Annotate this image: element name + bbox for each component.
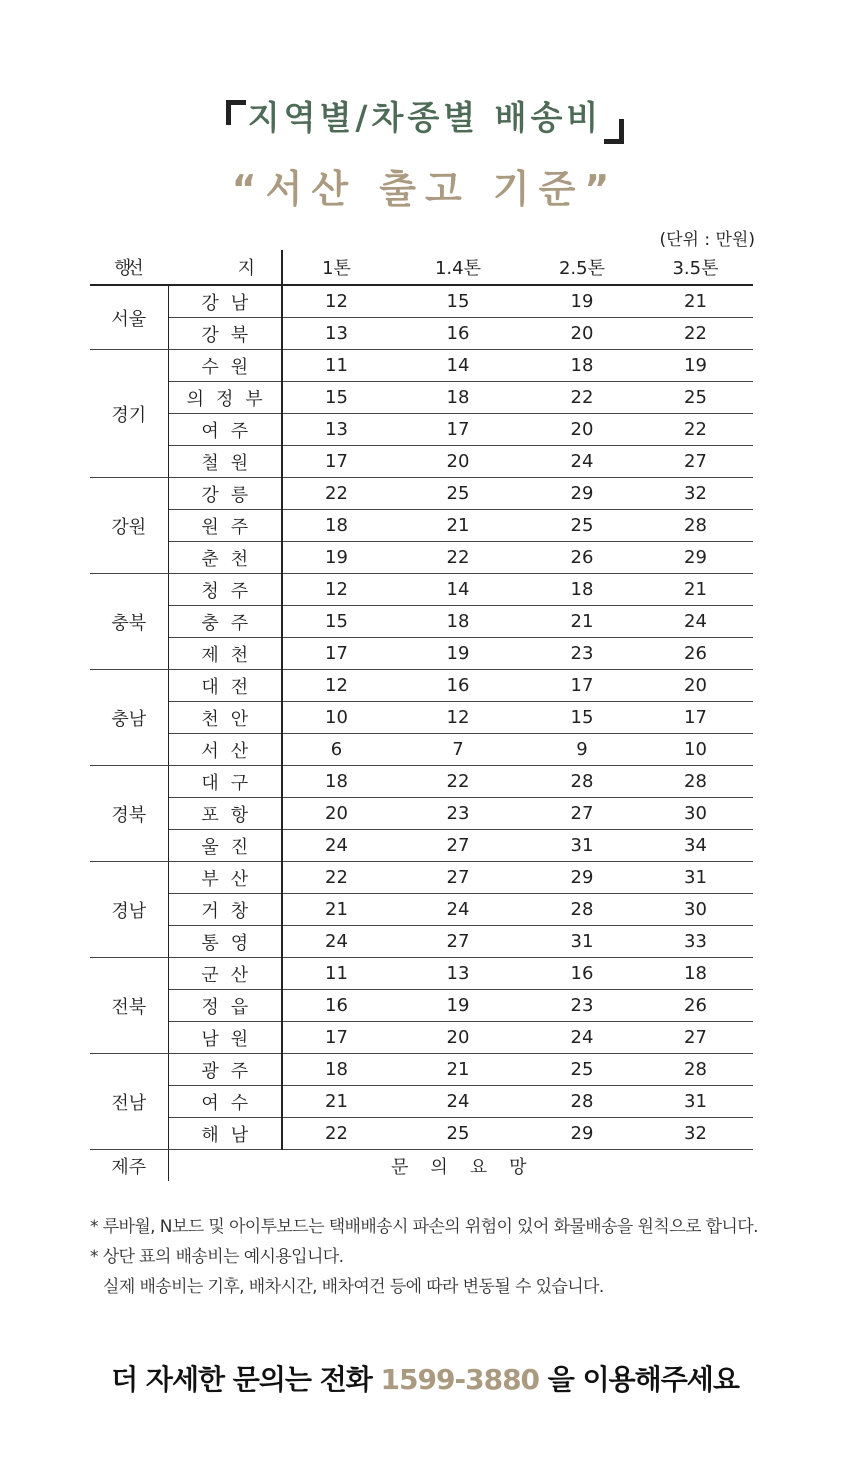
fee-cell: 23 [526,990,638,1022]
page-title [226,92,624,144]
fee-cell: 21 [390,1054,526,1086]
fee-cell: 30 [638,894,753,926]
fee-cell: 31 [638,862,753,894]
fee-cell: 24 [526,446,638,478]
fee-cell: 17 [282,638,390,670]
fee-cell: 28 [638,1054,753,1086]
fee-cell: 28 [526,1086,638,1118]
fee-cell: 29 [526,862,638,894]
fee-cell: 20 [526,414,638,446]
city-cell: 통영 [168,926,282,958]
city-cell: 여수 [168,1086,282,1118]
city-cell: 정읍 [168,990,282,1022]
fee-cell: 31 [526,926,638,958]
fee-cell: 12 [390,702,526,734]
fee-cell: 27 [390,862,526,894]
region-cell: 제주 [90,1150,168,1182]
fee-cell: 25 [526,510,638,542]
fee-cell: 20 [282,798,390,830]
unit-label: (단위 : 만원) [659,230,755,250]
fee-cell: 20 [526,318,638,350]
fee-cell: 21 [526,606,638,638]
city-cell: 울진 [168,830,282,862]
fee-cell: 16 [282,990,390,1022]
fee-cell: 23 [526,638,638,670]
subtitle-area [0,158,850,213]
city-cell: 남원 [168,1022,282,1054]
table-row [90,638,753,670]
fee-cell: 26 [638,990,753,1022]
city-cell: 군산 [168,958,282,990]
region-cell: 경북 [90,766,168,862]
fee-cell: 24 [390,1086,526,1118]
city-cell: 강남 [168,285,282,318]
fee-cell: 25 [390,478,526,510]
fee-cell: 31 [526,830,638,862]
city-cell: 충주 [168,606,282,638]
fee-cell: 33 [638,926,753,958]
fee-cell: 15 [282,606,390,638]
fee-cell: 26 [526,542,638,574]
fee-cell: 17 [390,414,526,446]
fee-cell: 19 [282,542,390,574]
note-line: 실제 배송비는 기후, 배차시간, 배차여건 등에 따라 변동될 수 있습니다. [103,1277,604,1297]
header-col-1-4t: 1.4톤 [390,250,526,285]
fee-cell: 11 [282,350,390,382]
fee-cell: 20 [390,446,526,478]
fee-cell: 7 [390,734,526,766]
contact-prefix: 더 자세한 문의는 전화 [111,1363,381,1396]
table-row [90,926,753,958]
fee-cell: 27 [390,830,526,862]
table-row [90,766,753,798]
fee-cell: 19 [390,638,526,670]
table-row [90,798,753,830]
table-header-row [90,250,753,285]
table-row [90,1022,753,1054]
fee-cell: 21 [282,1086,390,1118]
table-row [90,702,753,734]
fee-cell: 28 [526,766,638,798]
fee-cell: 31 [638,1086,753,1118]
city-cell: 거창 [168,894,282,926]
notes [90,1212,758,1302]
table-body [90,285,753,1181]
table-row [90,862,753,894]
fee-cell: 34 [638,830,753,862]
fee-cell: 14 [390,574,526,606]
fee-cell: 16 [526,958,638,990]
contact-line [0,1358,850,1398]
fee-cell: 12 [282,670,390,702]
city-cell: 강북 [168,318,282,350]
fee-cell: 18 [390,606,526,638]
fee-cell: 10 [282,702,390,734]
city-cell: 천안 [168,702,282,734]
fee-cell: 16 [390,318,526,350]
title-area [0,92,850,144]
fee-cell: 27 [526,798,638,830]
table-row [90,830,753,862]
fee-cell: 22 [282,1118,390,1150]
city-cell: 대전 [168,670,282,702]
fee-cell: 21 [282,894,390,926]
header-col-1t: 1톤 [282,250,390,285]
city-cell: 청주 [168,574,282,606]
fee-cell: 17 [282,1022,390,1054]
city-cell: 철원 [168,446,282,478]
fee-cell: 25 [526,1054,638,1086]
fee-cell: 15 [390,285,526,318]
fee-cell: 26 [638,638,753,670]
fee-cell: 29 [526,1118,638,1150]
region-cell: 강원 [90,478,168,574]
contact-phone[interactable]: 1599-3880 [380,1363,540,1396]
region-cell: 경기 [90,350,168,478]
city-cell: 대구 [168,766,282,798]
region-cell: 서울 [90,285,168,350]
table-row [90,606,753,638]
table-row [90,574,753,606]
table-row [90,478,753,510]
fee-cell: 18 [282,1054,390,1086]
table-row [90,958,753,990]
fee-cell: 28 [526,894,638,926]
fee-cell: 22 [390,542,526,574]
fee-cell: 19 [526,285,638,318]
city-cell: 춘천 [168,542,282,574]
fee-cell: 28 [638,510,753,542]
header-col-3-5t: 3.5톤 [638,250,753,285]
note-line: * 루바월, N보드 및 아이투보드는 택배배송시 파손의 위험이 있어 화물배송을 원칙으로 합니다. [90,1217,758,1237]
region-cell: 경남 [90,862,168,958]
fee-cell: 18 [282,510,390,542]
fee-cell: 12 [282,285,390,318]
fee-cell: 10 [638,734,753,766]
fee-cell: 18 [282,766,390,798]
table-row [90,510,753,542]
table-row [90,894,753,926]
fee-cell: 22 [638,414,753,446]
fee-cell: 24 [390,894,526,926]
table-row [90,1054,753,1086]
table-row [90,542,753,574]
fee-cell: 25 [638,382,753,414]
fee-cell: 18 [390,382,526,414]
fee-cell: 32 [638,1118,753,1150]
fee-cell: 22 [526,382,638,414]
city-cell: 강릉 [168,478,282,510]
bracket-close-icon [604,119,624,144]
region-cell: 충북 [90,574,168,670]
fee-cell: 23 [390,798,526,830]
city-cell: 포항 [168,798,282,830]
fee-cell: 24 [282,926,390,958]
fee-cell: 18 [526,574,638,606]
fee-cell: 12 [282,574,390,606]
header-col-2-5t: 2.5톤 [526,250,638,285]
note-line: * 상단 표의 배송비는 예시용입니다. [90,1247,344,1267]
city-cell: 서산 [168,734,282,766]
fee-cell: 27 [390,926,526,958]
fee-cell: 17 [282,446,390,478]
fee-cell: 15 [526,702,638,734]
fee-cell: 21 [638,285,753,318]
fee-cell: 22 [638,318,753,350]
fee-cell: 18 [526,350,638,382]
region-cell: 충남 [90,670,168,766]
fee-cell: 13 [282,318,390,350]
page-title-text: 지역별/차종별 배송비 [247,98,603,137]
city-cell: 수원 [168,350,282,382]
page-subtitle: “서산 출고 기준” [231,167,619,211]
fee-cell: 13 [390,958,526,990]
fee-cell: 30 [638,798,753,830]
header-region: 행 [90,250,168,285]
fee-cell: 20 [638,670,753,702]
inquiry-cell: 문의요망 [390,1156,549,1178]
header-city: 선 지 [168,250,282,285]
fee-cell: 29 [638,542,753,574]
city-cell: 부산 [168,862,282,894]
fee-cell: 22 [282,862,390,894]
city-cell: 광주 [168,1054,282,1086]
fee-cell: 28 [638,766,753,798]
shipping-fee-table [90,250,753,1181]
fee-cell: 27 [638,1022,753,1054]
table-row [90,318,753,350]
fee-cell: 13 [282,414,390,446]
fee-cell: 24 [526,1022,638,1054]
table-row [90,1086,753,1118]
region-cell: 전북 [90,958,168,1054]
fee-cell: 21 [638,574,753,606]
fee-cell: 15 [282,382,390,414]
table-row [90,734,753,766]
fee-cell: 16 [390,670,526,702]
table-row [90,1118,753,1150]
fee-cell: 21 [390,510,526,542]
table-row [90,382,753,414]
table-row [90,990,753,1022]
table-row [90,350,753,382]
contact-suffix: 을 이용해주세요 [539,1363,739,1396]
fee-cell: 25 [390,1118,526,1150]
fee-cell: 29 [526,478,638,510]
fee-cell: 19 [638,350,753,382]
fee-cell: 6 [282,734,390,766]
city-cell: 의정부 [168,382,282,414]
region-cell: 전남 [90,1054,168,1150]
fee-cell: 20 [390,1022,526,1054]
bracket-open-icon [226,100,246,125]
table-row [90,414,753,446]
fee-cell: 22 [282,478,390,510]
table-row [90,446,753,478]
city-cell: 제천 [168,638,282,670]
table-row [90,285,753,318]
fee-cell: 32 [638,478,753,510]
city-cell: 여주 [168,414,282,446]
fee-cell: 19 [390,990,526,1022]
fee-cell: 14 [390,350,526,382]
fee-cell: 24 [638,606,753,638]
fee-cell: 18 [638,958,753,990]
table-row [90,670,753,702]
table-row-jeju [90,1150,753,1182]
city-cell: 해남 [168,1118,282,1150]
city-cell: 원주 [168,510,282,542]
fee-cell: 11 [282,958,390,990]
fee-cell: 24 [282,830,390,862]
fee-cell: 17 [526,670,638,702]
fee-cell: 17 [638,702,753,734]
fee-cell: 9 [526,734,638,766]
fee-cell: 22 [390,766,526,798]
fee-cell: 27 [638,446,753,478]
